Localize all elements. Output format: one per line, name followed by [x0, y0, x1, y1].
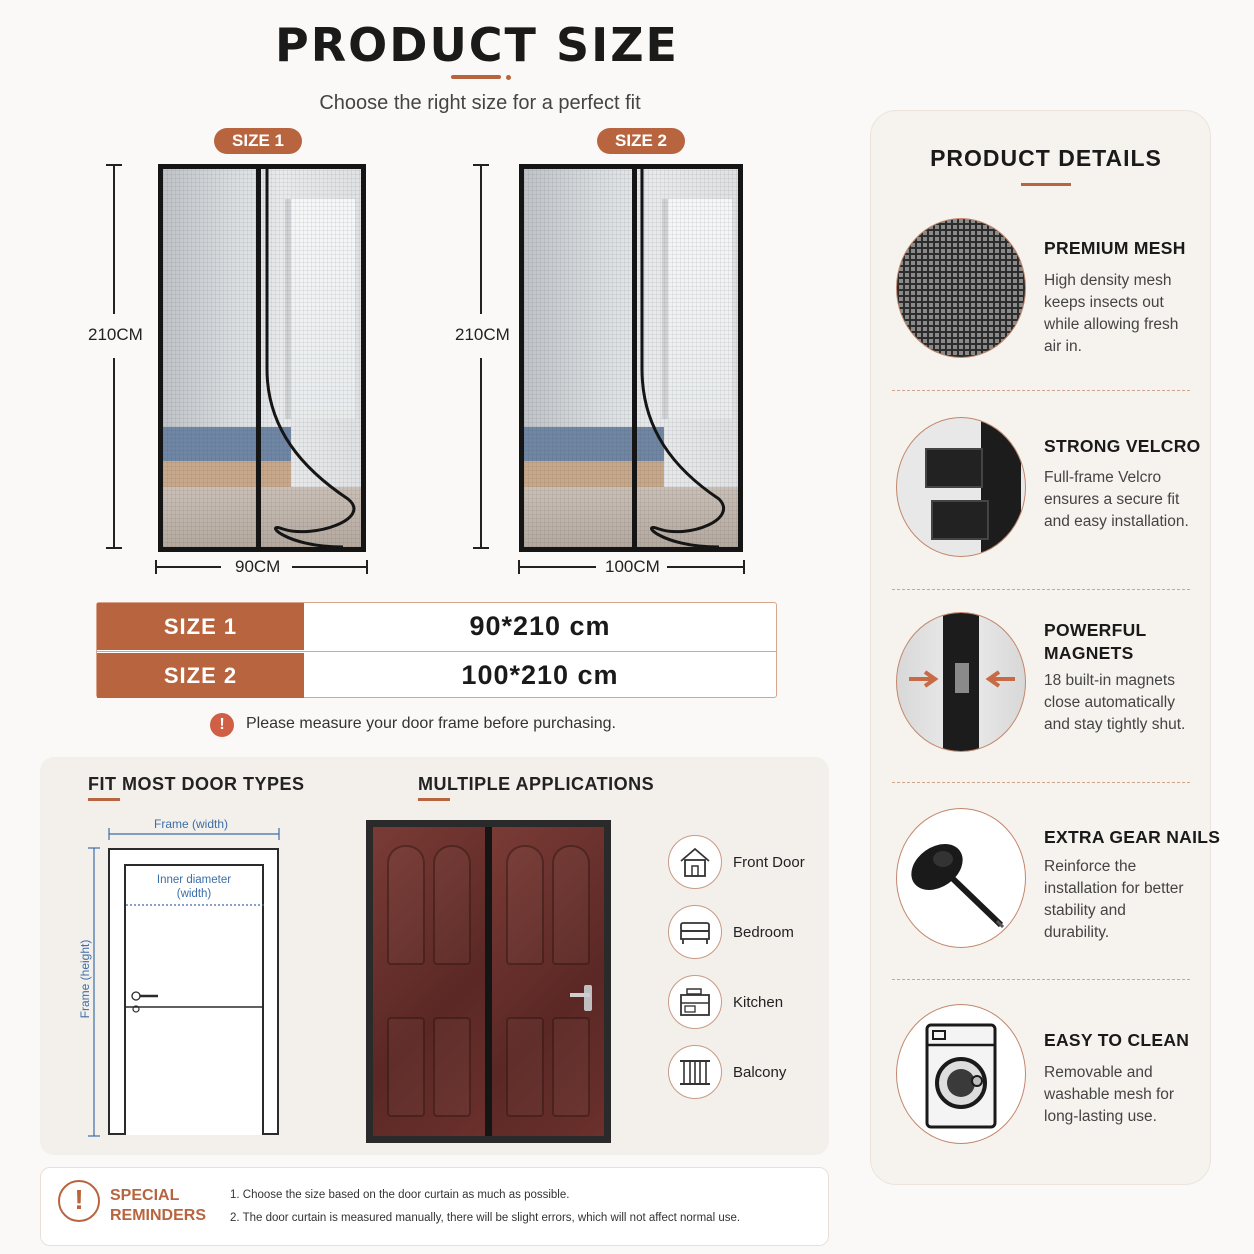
height-tick-bottom — [473, 547, 489, 549]
feature-title-line: MAGNETS — [1044, 643, 1134, 663]
width-tick-right — [366, 560, 368, 574]
exclamation-icon: ! — [58, 1180, 100, 1222]
section-underline — [88, 798, 120, 801]
frame-width-label: Frame (width) — [154, 817, 229, 831]
arrows-icon — [907, 668, 1017, 690]
size-table-label: SIZE 2 — [97, 652, 304, 698]
fit-door-types-title: FIT MOST DOOR TYPES — [88, 774, 305, 794]
nail-icon — [896, 808, 1026, 948]
inner-diameter-line2: (width) — [176, 888, 212, 900]
size-1-door-image — [158, 164, 366, 552]
inner-width-dotted-line — [124, 900, 266, 910]
door-panel — [433, 1017, 471, 1117]
reminder-line: 1. Choose the size based on the door curtain as much as possible. — [230, 1189, 570, 1201]
reminder-line: 2. The door curtain is measured manually, there will be slight errors, which will not affect normal use. — [230, 1212, 741, 1224]
size-table-value: 90*210 cm — [469, 611, 611, 641]
size-table — [96, 602, 777, 698]
size-table-row — [97, 651, 776, 698]
door-handle-icon — [124, 985, 266, 1025]
application-label: Bedroom — [733, 924, 794, 941]
application-label: Kitchen — [733, 994, 784, 1011]
door-panel — [433, 845, 471, 965]
feature-title-line: POWERFUL — [1044, 620, 1147, 640]
inner-diameter-line1: Inner diameter — [156, 874, 232, 886]
feature-description: Reinforce the installation for better stability and durability. — [1044, 858, 1184, 941]
feature-divider — [892, 979, 1190, 980]
size-1-width-label: 90CM — [231, 557, 284, 577]
feature-description: 18 built-in magnets close automatically and stay tightly shut. — [1044, 672, 1186, 733]
title-underline-dot — [506, 75, 511, 80]
door-leaf-left — [373, 827, 485, 1136]
magnet-icon — [896, 612, 1026, 752]
feature-title: EASY TO CLEAN — [1044, 1030, 1190, 1050]
size-1-badge: SIZE 1 — [214, 128, 302, 154]
product-details-title: PRODUCT DETAILS — [930, 145, 1162, 171]
inner-diameter-label — [128, 873, 260, 901]
house-icon — [668, 835, 722, 889]
door-panel — [387, 845, 425, 965]
door-panel — [506, 845, 544, 965]
height-line-top — [480, 164, 482, 314]
feature-divider — [892, 782, 1190, 783]
applications-title: MULTIPLE APPLICATIONS — [418, 774, 655, 794]
page-title: PRODUCT SIZE — [275, 18, 679, 72]
door-panel — [552, 1017, 590, 1117]
reminders-title-line1: SPECIAL — [110, 1187, 180, 1204]
feature-description: Full-frame Velcro ensures a secure fit and easy installation. — [1044, 469, 1189, 530]
bed-icon — [668, 905, 722, 959]
application-label: Balcony — [733, 1064, 787, 1081]
page-subtitle: Choose the right size for a perfect fit — [319, 92, 641, 114]
kitchen-icon — [668, 975, 722, 1029]
door-handle — [584, 985, 592, 1011]
feature-title: STRONG VELCRO — [1044, 436, 1201, 456]
magnet-seam — [485, 827, 492, 1136]
section-underline — [418, 798, 450, 801]
reminders-title — [110, 1186, 206, 1226]
feature-title — [1044, 619, 1147, 665]
height-line-top — [113, 164, 115, 314]
door-panel — [552, 845, 590, 965]
feature-title: EXTRA GEAR NAILS — [1044, 827, 1221, 847]
door-panel — [506, 1017, 544, 1117]
balcony-icon — [668, 1045, 722, 1099]
velcro-icon — [896, 417, 1026, 557]
magnet-strip-curve — [524, 169, 738, 547]
double-door-photo — [366, 820, 611, 1143]
width-line-left — [518, 566, 596, 568]
size-1-height-label: 210CM — [84, 325, 147, 345]
title-underline — [451, 75, 501, 79]
height-line-bottom — [480, 358, 482, 548]
size-table-row — [97, 603, 776, 650]
feature-divider — [892, 390, 1190, 391]
details-underline — [1021, 183, 1071, 186]
application-label: Front Door — [733, 854, 805, 871]
height-line-bottom — [113, 358, 115, 548]
door-leaf-right — [492, 827, 604, 1136]
width-tick-right — [743, 560, 745, 574]
feature-description: High density mesh keeps insects out while allowing fresh air in. — [1044, 272, 1179, 355]
feature-divider — [892, 589, 1190, 590]
washing-machine-icon — [896, 1004, 1026, 1144]
feature-description: Removable and washable mesh for long-lasting use. — [1044, 1064, 1175, 1125]
measure-notice: Please measure your door frame before purchasing. — [246, 715, 616, 732]
size-table-label: SIZE 1 — [97, 603, 304, 650]
warning-icon: ! — [210, 713, 234, 737]
width-line-right — [292, 566, 367, 568]
frame-width-arrow — [104, 826, 284, 842]
size-2-door-image — [519, 164, 743, 552]
reminders-title-line2: REMINDERS — [110, 1207, 207, 1224]
feature-title: PREMIUM MESH — [1044, 238, 1186, 258]
width-line-right — [667, 566, 744, 568]
magnet-strip-curve — [163, 169, 361, 547]
size-2-height-label: 210CM — [451, 325, 514, 345]
size-2-width-label: 100CM — [601, 557, 664, 577]
mesh-icon — [896, 218, 1026, 358]
height-tick-bottom — [106, 547, 122, 549]
size-table-value: 100*210 cm — [461, 659, 619, 690]
frame-height-label: Frame (height) — [78, 939, 92, 1019]
door-panel — [387, 1017, 425, 1117]
size-2-badge: SIZE 2 — [597, 128, 685, 154]
door-lever — [570, 993, 590, 997]
width-line-left — [155, 566, 221, 568]
